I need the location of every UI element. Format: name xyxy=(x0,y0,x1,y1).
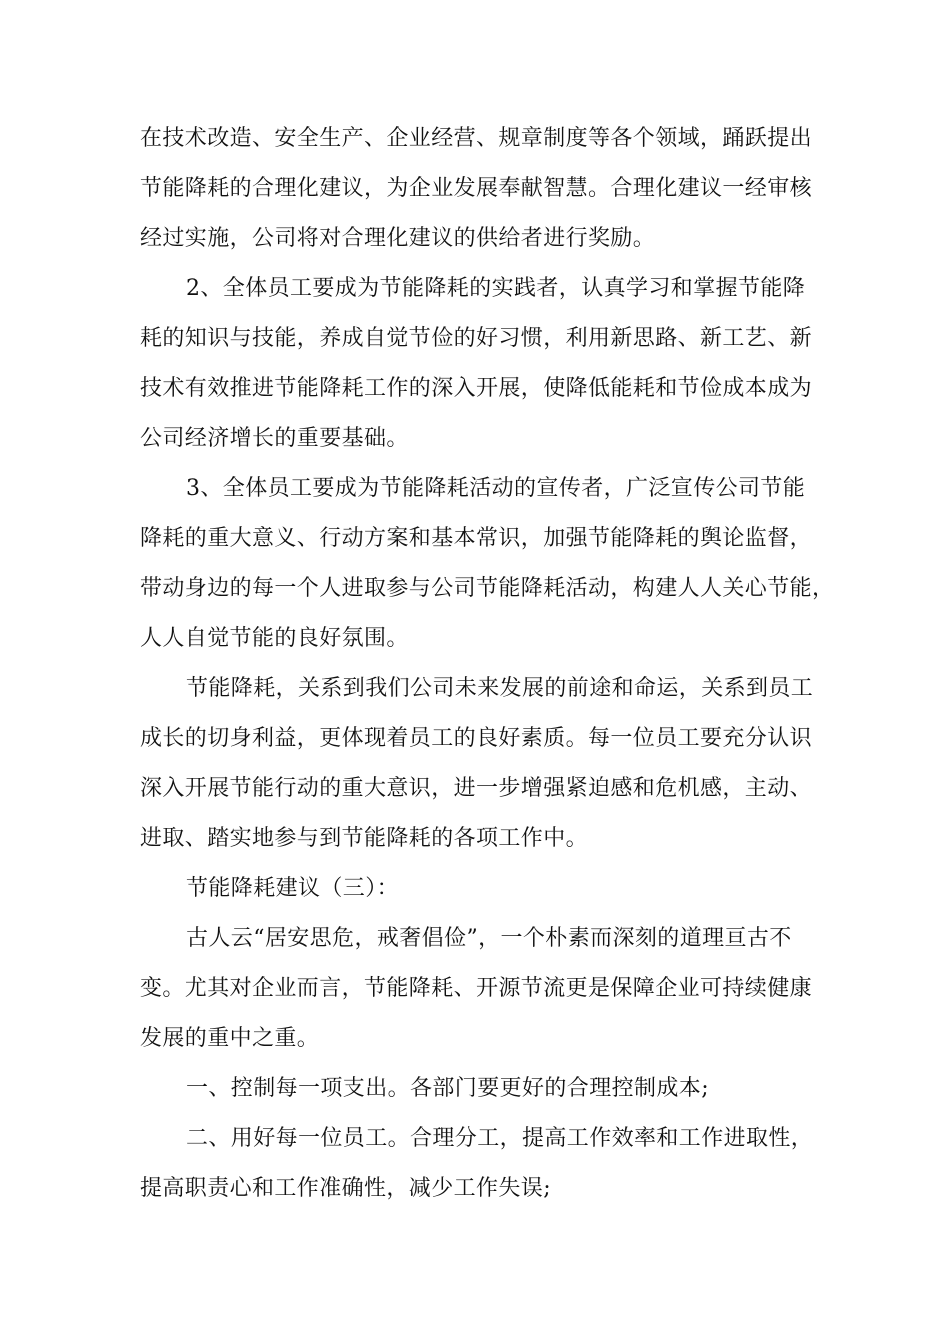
text-line: 节能降耗，关系到我们公司未来发展的前途和命运，关系到员工 xyxy=(186,676,814,701)
text-line: 进取、踏实地参与到节能降耗的各项工作中。 xyxy=(140,826,589,851)
text-line: 节能降耗的合理化建议，为企业发展奉献智慧。合理化建议一经审核 xyxy=(140,176,813,201)
text-line: 变。尤其对企业而言，节能降耗、开源节流更是保障企业可持续健康 xyxy=(140,976,813,1001)
text-line: 深入开展节能行动的重大意识，进一步增强紧迫感和危机感，主动、 xyxy=(140,776,813,801)
text-line: 二、用好每一位员工。合理分工，提高工作效率和工作进取性， xyxy=(186,1126,814,1151)
text-line: 带动身边的每一个人进取参与公司节能降耗活动，构建人人关心节能， xyxy=(140,576,835,601)
text-line: 一、控制每一项支出。各部门要更好的合理控制成本; xyxy=(186,1076,710,1101)
text-line: 成长的切身利益，更体现着员工的良好素质。每一位员工要充分认识 xyxy=(140,726,813,751)
text-line: 2、全体员工要成为节能降耗的实践者，认真学习和掌握节能降 xyxy=(186,276,806,301)
text-line: 人人自觉节能的良好氛围。 xyxy=(140,626,409,651)
text-line: 降耗的重大意义、行动方案和基本常识，加强节能降耗的舆论监督， xyxy=(140,526,813,551)
text-line: 在技术改造、安全生产、企业经营、规章制度等各个领域，踊跃提出 xyxy=(140,126,813,151)
text-line: 技术有效推进节能降耗工作的深入开展，使降低能耗和节俭成本成为 xyxy=(140,376,813,401)
text-line: 经过实施，公司将对合理化建议的供给者进行奖励。 xyxy=(140,226,656,251)
text-line: 公司经济增长的重要基础。 xyxy=(140,426,409,451)
text-line: 提高职责心和工作准确性，减少工作失误; xyxy=(140,1176,552,1201)
text-line: 耗的知识与技能，养成自觉节俭的好习惯，利用新思路、新工艺、新 xyxy=(140,326,813,351)
text-line: 古人云“居安思危，戒奢倡俭”，一个朴素而深刻的道理亘古不 xyxy=(186,926,792,951)
section-heading: 节能降耗建议（三）： xyxy=(186,876,400,901)
text-line: 3、全体员工要成为节能降耗活动的宣传者，广泛宣传公司节能 xyxy=(186,476,806,501)
text-line: 发展的重中之重。 xyxy=(140,1026,320,1051)
